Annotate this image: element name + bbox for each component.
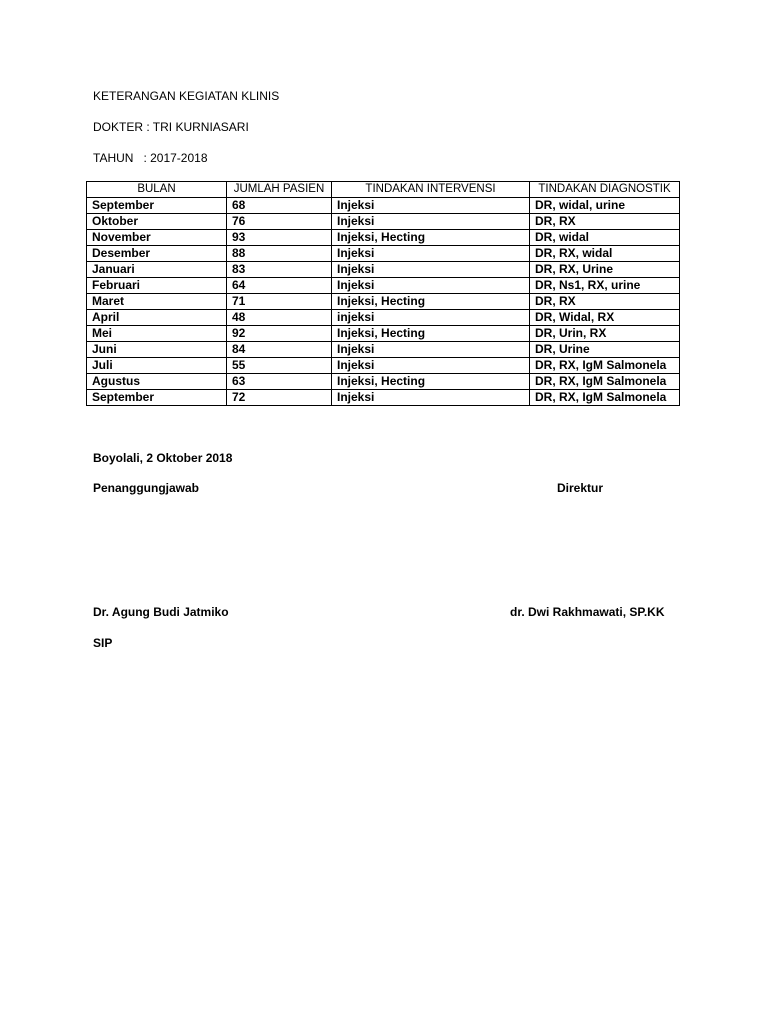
table-row [87,246,680,262]
cell-jumlah-pasien: 76 [227,214,332,230]
column-header-jumlah-pasien: JUMLAH PASIEN [227,182,332,198]
cell-tindakan-intervensi: Injeksi [332,214,530,230]
cell-bulan: Juli [87,358,227,374]
cell-tindakan-intervensi: Injeksi [332,342,530,358]
table-header-row [87,182,680,198]
table-row [87,326,680,342]
table-row [87,390,680,406]
cell-tindakan-diagnostik: DR, RX, IgM Salmonela [530,374,680,390]
cell-tindakan-intervensi: Injeksi, Hecting [332,294,530,310]
right-signatory-role: Direktur [557,481,604,495]
cell-bulan: Agustus [87,374,227,390]
cell-tindakan-diagnostik: DR, RX, IgM Salmonela [530,390,680,406]
cell-jumlah-pasien: 71 [227,294,332,310]
cell-bulan: Januari [87,262,227,278]
cell-tindakan-diagnostik: DR, Urin, RX [530,326,680,342]
cell-jumlah-pasien: 92 [227,326,332,342]
table-row [87,278,680,294]
cell-bulan: Desember [87,246,227,262]
cell-tindakan-intervensi: Injeksi [332,278,530,294]
table-row [87,342,680,358]
cell-jumlah-pasien: 72 [227,390,332,406]
cell-tindakan-intervensi: injeksi [332,310,530,326]
cell-tindakan-diagnostik: DR, Urine [530,342,680,358]
cell-bulan: Maret [87,294,227,310]
cell-tindakan-diagnostik: DR, widal, urine [530,198,680,214]
cell-jumlah-pasien: 63 [227,374,332,390]
cell-bulan: September [87,198,227,214]
cell-tindakan-diagnostik: DR, RX, widal [530,246,680,262]
column-header-tindakan-diagnostik: TINDAKAN DIAGNOSTIK [530,182,680,198]
table-row [87,374,680,390]
cell-tindakan-diagnostik: DR, Widal, RX [530,310,680,326]
cell-tindakan-intervensi: Injeksi [332,390,530,406]
cell-tindakan-diagnostik: DR, Ns1, RX, urine [530,278,680,294]
cell-bulan: November [87,230,227,246]
column-header-bulan: BULAN [87,182,227,198]
cell-tindakan-diagnostik: DR, RX, IgM Salmonela [530,358,680,374]
year-line: TAHUN : 2017-2018 [93,151,208,165]
cell-jumlah-pasien: 48 [227,310,332,326]
cell-jumlah-pasien: 83 [227,262,332,278]
left-signatory-name: Dr. Agung Budi Jatmiko [93,605,229,619]
cell-bulan: April [87,310,227,326]
table-row [87,198,680,214]
cell-tindakan-intervensi: Injeksi, Hecting [332,326,530,342]
sip-label: SIP [93,636,113,650]
cell-tindakan-intervensi: Injeksi [332,262,530,278]
right-signatory-name: dr. Dwi Rakhmawati, SP.KK [510,605,665,619]
cell-bulan: Februari [87,278,227,294]
column-header-tindakan-intervensi: TINDAKAN INTERVENSI [332,182,530,198]
cell-tindakan-intervensi: Injeksi [332,246,530,262]
table-row [87,358,680,374]
cell-bulan: Mei [87,326,227,342]
doctor-line: DOKTER : TRI KURNIASARI [93,120,249,134]
cell-jumlah-pasien: 93 [227,230,332,246]
cell-bulan: Juni [87,342,227,358]
table-row [87,262,680,278]
cell-tindakan-intervensi: Injeksi [332,198,530,214]
cell-tindakan-intervensi: Injeksi, Hecting [332,374,530,390]
cell-jumlah-pasien: 68 [227,198,332,214]
table-row [87,214,680,230]
table-row [87,294,680,310]
cell-tindakan-intervensi: Injeksi [332,358,530,374]
cell-jumlah-pasien: 55 [227,358,332,374]
table-body [87,198,680,406]
cell-bulan: Oktober [87,214,227,230]
cell-jumlah-pasien: 88 [227,246,332,262]
left-signatory-role: Penanggungjawab [93,481,200,495]
cell-tindakan-diagnostik: DR, RX [530,294,680,310]
cell-tindakan-diagnostik: DR, widal [530,230,680,246]
cell-bulan: September [87,390,227,406]
table-row [87,230,680,246]
table-row [87,310,680,326]
cell-jumlah-pasien: 64 [227,278,332,294]
clinical-activity-table [86,181,680,406]
cell-jumlah-pasien: 84 [227,342,332,358]
place-date: Boyolali, 2 Oktober 2018 [93,451,233,465]
cell-tindakan-diagnostik: DR, RX [530,214,680,230]
document-title: KETERANGAN KEGIATAN KLINIS [93,89,280,103]
cell-tindakan-intervensi: Injeksi, Hecting [332,230,530,246]
cell-tindakan-diagnostik: DR, RX, Urine [530,262,680,278]
